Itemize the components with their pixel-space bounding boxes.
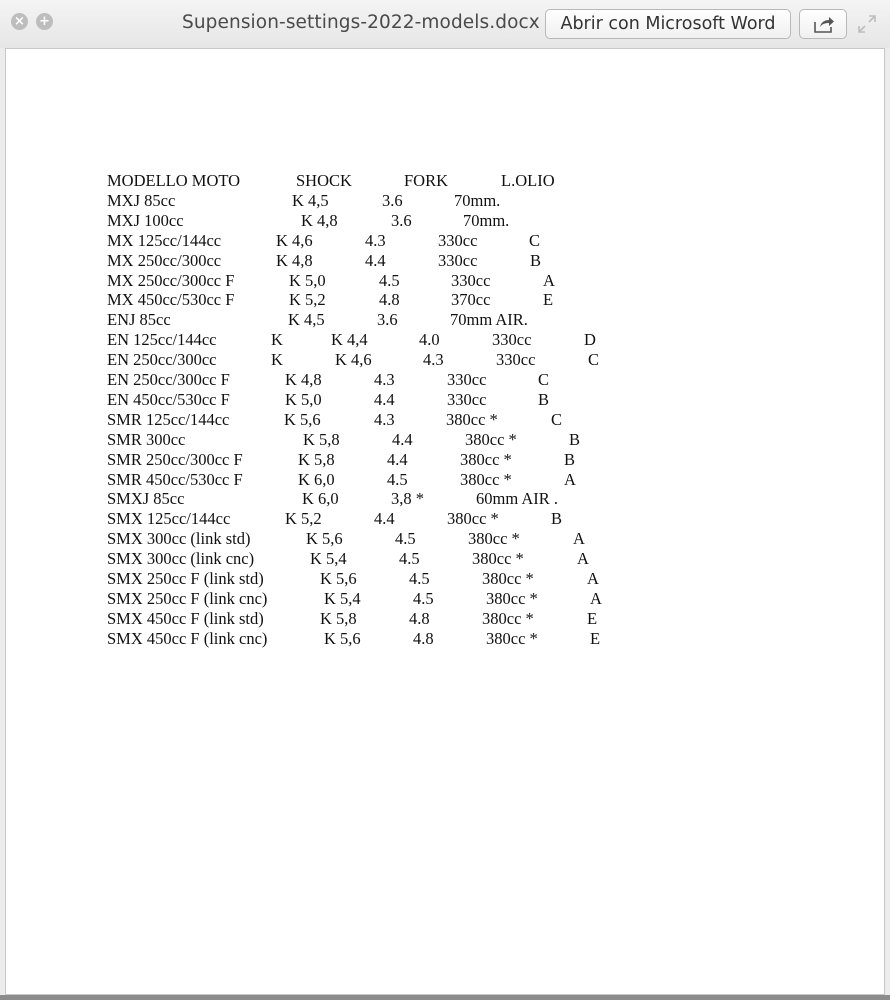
cell-shock: K 4,6	[276, 230, 313, 250]
cell-shock: K 5,6	[284, 409, 321, 429]
cell-model: MX 125cc/144cc	[107, 230, 222, 250]
cell-model: MX 450cc/530cc F	[107, 290, 235, 310]
cell-oil: 380cc *	[468, 529, 520, 549]
cell-oil: 330cc	[438, 250, 478, 270]
cell-fork: 3.6	[382, 190, 403, 210]
cell-grade: C	[551, 409, 563, 429]
bottom-strip	[0, 995, 890, 1000]
cell-model: SMX 450cc F (link std)	[107, 608, 264, 628]
cell-model: SMR 250cc/300cc F	[107, 449, 243, 469]
cell-oil: 70mm AIR.	[450, 310, 528, 330]
cell-model: MXJ 100cc	[107, 210, 184, 230]
cell-shock: K 5,8	[303, 429, 340, 449]
cell-grade: A	[590, 588, 602, 608]
document-preview	[5, 48, 885, 995]
cell-fork: 4.8	[409, 608, 430, 628]
cell-grade: B	[569, 429, 581, 449]
cell-shock: K 5,4	[310, 549, 347, 569]
cell-fork: 4.5	[395, 529, 416, 549]
header-cell-model: MODELLO MOTO	[107, 171, 241, 190]
cell-model: SMR 125cc/144cc	[107, 409, 230, 429]
cell-oil: 380cc *	[447, 509, 499, 529]
cell-grade: C	[538, 370, 550, 389]
cell-oil: 380cc *	[460, 469, 512, 489]
cell-oil: 330cc	[447, 370, 487, 389]
cell-grade: B	[538, 389, 550, 409]
cell-oil: 70mm.	[463, 210, 510, 230]
cell-oil: 380cc *	[446, 409, 498, 429]
cell-oil: 330cc	[447, 389, 487, 409]
cell-fork: 4.5	[409, 569, 430, 588]
cell-fork: 4.4	[392, 429, 413, 449]
cell-shock: K	[271, 350, 283, 370]
cell-shock: K	[271, 330, 283, 350]
cell-fork: 3.6	[391, 210, 412, 230]
cell-model: MX 250cc/300cc F	[107, 270, 235, 290]
cell-grade: B	[551, 509, 563, 529]
cell-fork: 4.3	[374, 370, 395, 389]
cell-model: EN 450cc/530cc F	[107, 389, 230, 409]
header-cell-oil: L.OLIO	[501, 171, 555, 190]
document-title: Supension-settings-2022-models.docx	[182, 12, 540, 33]
cell-fork: 4.5	[379, 270, 400, 290]
cell-grade: 330cc	[496, 350, 536, 370]
cell-grade: A	[577, 549, 589, 569]
cell-fork: 3.6	[377, 310, 398, 330]
cell-fork: 4.8	[413, 628, 434, 648]
cell-fork: K 4,4	[331, 330, 368, 350]
expand-icon[interactable]	[857, 14, 877, 34]
cell-fork: 4.4	[374, 509, 395, 529]
cell-oil: 380cc *	[465, 429, 517, 449]
cell-shock: K 6,0	[298, 469, 335, 489]
cell-grade: 330cc	[492, 330, 532, 350]
cell-fork: 4.5	[413, 588, 434, 608]
cell-model: SMR 450cc/530cc F	[107, 469, 243, 489]
cell-oil: 70mm.	[454, 190, 501, 210]
cell-shock: K 5,4	[324, 588, 361, 608]
cell-model: SMX 300cc (link std)	[107, 529, 251, 549]
cell-fork: 4.5	[399, 549, 420, 569]
header-cell-fork: FORK	[404, 171, 449, 190]
share-icon	[813, 15, 835, 34]
cell-model: ENJ 85cc	[107, 310, 171, 330]
cell-shock: K 4,5	[288, 310, 325, 330]
open-with-word-button[interactable]: Abrir con Microsoft Word	[545, 9, 791, 39]
cell-model: SMXJ 85cc	[107, 489, 185, 509]
cell-oil: 380cc *	[460, 449, 512, 469]
cell-grade: B	[564, 449, 576, 469]
cell-model: MXJ 85cc	[107, 190, 176, 210]
cell-grade: E	[587, 608, 598, 628]
cell-fork: 4.8	[379, 290, 400, 310]
cell-grade: E	[590, 628, 601, 648]
cell-shock: K 4,8	[301, 210, 338, 230]
cell-shock: K 5,6	[320, 569, 357, 588]
cell-oil: 380cc *	[482, 569, 534, 588]
cell-model: SMX 450cc F (link cnc)	[107, 628, 268, 648]
cell-oil: 380cc *	[486, 588, 538, 608]
cell-grade: E	[543, 290, 554, 310]
cell-oil: 370cc	[451, 290, 491, 310]
cell-shock: K 4,5	[292, 190, 329, 210]
cell-fork: 4.4	[387, 449, 408, 469]
cell-model: EN 250cc/300cc	[107, 350, 217, 370]
cell-fork: 4.3	[365, 230, 386, 250]
cell-shock: K 5,8	[320, 608, 357, 628]
cell-grade: B	[530, 250, 542, 270]
cell-model: SMX 125cc/144cc	[107, 509, 231, 529]
cell-shock: K 5,0	[285, 389, 322, 409]
cell-model: EN 125cc/144cc	[107, 330, 217, 350]
header-cell-shock: SHOCK	[296, 171, 352, 190]
cell-fork: K 4,6	[335, 350, 372, 370]
cell-shock: K 5,0	[289, 270, 326, 290]
plus-icon[interactable]: +	[36, 13, 53, 30]
share-button[interactable]	[799, 9, 847, 39]
cell-oil: 380cc *	[482, 608, 534, 628]
cell-shock: K 5,2	[289, 290, 326, 310]
title-bar	[0, 0, 890, 48]
cell-grade: A	[543, 270, 555, 290]
cell-fork: 4.4	[365, 250, 386, 270]
cell-oil: 330cc	[451, 270, 491, 290]
cell-extra: C	[588, 350, 600, 370]
cell-fork: 4.4	[374, 389, 395, 409]
cell-model: SMX 250cc F (link std)	[107, 569, 264, 588]
cell-shock: K 5,6	[324, 628, 361, 648]
cell-oil: 380cc *	[486, 628, 538, 648]
cell-oil: 380cc *	[472, 549, 524, 569]
cell-shock: K 5,8	[298, 449, 335, 469]
cell-model: SMX 300cc (link cnc)	[107, 549, 255, 569]
cell-extra: D	[584, 330, 596, 350]
cell-oil: 4.3	[423, 350, 444, 370]
cell-fork: 3,8 *	[391, 489, 424, 509]
cell-fork: 4.3	[374, 409, 395, 429]
cell-grade: C	[529, 230, 541, 250]
cell-shock: K 5,2	[285, 509, 322, 529]
cell-shock: K 6,0	[302, 489, 339, 509]
cell-shock: K 4,8	[276, 250, 313, 270]
cell-model: SMR 300cc	[107, 429, 186, 449]
cell-shock: K 4,8	[285, 370, 322, 389]
cell-fork: 4.5	[387, 469, 408, 489]
cell-model: SMX 250cc F (link cnc)	[107, 588, 268, 608]
close-icon[interactable]: ×	[11, 13, 28, 30]
cell-shock: K 5,6	[306, 529, 343, 549]
cell-oil: 4.0	[419, 330, 440, 350]
cell-grade: A	[587, 569, 599, 588]
cell-model: MX 250cc/300cc	[107, 250, 222, 270]
cell-grade: A	[573, 529, 585, 549]
cell-grade: A	[564, 469, 576, 489]
cell-oil: 330cc	[438, 230, 478, 250]
cell-oil: 60mm AIR .	[476, 489, 559, 509]
cell-model: EN 250cc/300cc F	[107, 370, 230, 389]
